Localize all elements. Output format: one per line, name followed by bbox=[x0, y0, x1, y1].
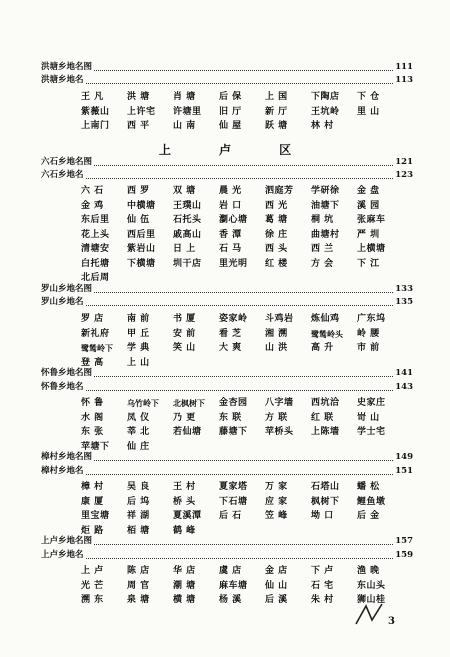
toc-page: 143 bbox=[395, 382, 413, 392]
place-name: 北后周 bbox=[81, 273, 110, 283]
toc-row-liushi-map bbox=[41, 156, 413, 169]
place-name: 里宝塘 bbox=[81, 511, 110, 521]
place-name: 狮山桂 bbox=[357, 595, 386, 605]
toc-row-zhangcun-map bbox=[41, 451, 413, 464]
toc-page: 141 bbox=[395, 368, 413, 378]
place-name: 华 店 bbox=[173, 566, 196, 576]
luoshan-place-list bbox=[81, 312, 421, 370]
place-row bbox=[81, 257, 421, 272]
place-name: 水 阁 bbox=[81, 412, 104, 423]
place-name: 王 村 bbox=[173, 482, 196, 492]
place-name: 戚高山 bbox=[173, 229, 202, 240]
place-name: 方 会 bbox=[311, 258, 334, 269]
place-name: 下陶店 bbox=[311, 92, 340, 102]
liushi-place-list bbox=[81, 184, 421, 286]
hongtang-place-list bbox=[81, 90, 421, 134]
toc-leader bbox=[45, 474, 399, 475]
toc-row-luoshan-map bbox=[41, 283, 413, 296]
place-name: 紫薇山 bbox=[81, 106, 110, 117]
district-heading: 上 卢 区 bbox=[158, 143, 314, 157]
place-name: 北枫树下 bbox=[173, 398, 205, 408]
toc-title: 罗山乡地名图 bbox=[41, 284, 93, 294]
place-row bbox=[81, 509, 421, 524]
place-row bbox=[81, 119, 421, 134]
place-name: 西 罗 bbox=[127, 186, 150, 196]
place-name: 市 前 bbox=[357, 343, 380, 353]
place-name: 新礼府 bbox=[81, 328, 110, 339]
place-name: 陈 店 bbox=[127, 566, 150, 576]
toc-leader bbox=[45, 178, 399, 179]
place-name: 洪 塘 bbox=[127, 92, 150, 102]
place-name: 红 联 bbox=[311, 412, 334, 423]
place-name: 石 宅 bbox=[311, 580, 334, 591]
place-name: 泗庭芳 bbox=[265, 186, 294, 196]
place-name: 朱 村 bbox=[311, 595, 334, 605]
place-name bbox=[357, 119, 403, 134]
place-name: 紫岩山 bbox=[127, 244, 156, 254]
place-name: 金 盘 bbox=[357, 186, 380, 196]
toc-title: 上卢乡地名 bbox=[41, 550, 84, 560]
toc-title: 怀鲁乡地名 bbox=[41, 382, 84, 392]
place-name: 王 凡 bbox=[81, 92, 104, 102]
place-row bbox=[81, 564, 421, 579]
place-row bbox=[81, 411, 421, 426]
toc-leader bbox=[45, 292, 399, 293]
place-name: 凤 仪 bbox=[127, 412, 150, 423]
toc-page: 121 bbox=[395, 157, 413, 167]
place-name: 笑 山 bbox=[173, 343, 196, 353]
toc-leader bbox=[45, 70, 399, 71]
place-name: 仙 伍 bbox=[127, 215, 150, 225]
place-name: 高 升 bbox=[311, 343, 334, 353]
place-name: 炼仙鸡 bbox=[311, 314, 340, 324]
toc-row-hongtang-map bbox=[41, 61, 413, 74]
place-name: 鹤 峰 bbox=[173, 525, 196, 536]
pen-scribble bbox=[352, 600, 392, 630]
place-name: 油塘下 bbox=[311, 200, 340, 211]
place-name: 虞 店 bbox=[219, 566, 242, 576]
place-row bbox=[81, 396, 421, 411]
place-name: 栢 塘 bbox=[127, 525, 150, 536]
toc-row-huailu-names bbox=[41, 381, 413, 394]
place-name: 肖 塘 bbox=[173, 92, 196, 102]
place-name: 东 联 bbox=[219, 412, 242, 423]
place-row bbox=[81, 425, 421, 440]
toc-row-zhangcun-names bbox=[41, 465, 413, 478]
place-name: 学 典 bbox=[127, 343, 150, 353]
place-name: 泉 塘 bbox=[127, 595, 150, 605]
place-name: 石托头 bbox=[173, 215, 202, 225]
place-name: 中横塘 bbox=[127, 200, 156, 211]
place-name: 西坑洽 bbox=[311, 398, 340, 408]
toc-leader bbox=[45, 558, 399, 559]
place-row bbox=[81, 579, 421, 594]
place-name: 鹭鸶岭下 bbox=[81, 343, 113, 353]
place-name: 吴 良 bbox=[127, 482, 150, 492]
place-name: 西 光 bbox=[265, 200, 288, 211]
place-name: 白托塘 bbox=[81, 258, 110, 269]
place-name: 鹭鸶岭头 bbox=[311, 328, 343, 339]
place-name: 上许宅 bbox=[127, 106, 156, 117]
place-name: 后 保 bbox=[219, 92, 242, 102]
place-name: 山 洪 bbox=[265, 343, 288, 353]
place-name: 上 卢 bbox=[81, 566, 104, 576]
place-name: 史家庄 bbox=[357, 398, 386, 408]
place-name: 渔 晚 bbox=[357, 566, 380, 576]
toc-row-liushi-names bbox=[41, 169, 413, 182]
place-name: 上横塘 bbox=[357, 244, 386, 254]
place-name: 学士宅 bbox=[357, 427, 386, 437]
place-name: 日 上 bbox=[173, 244, 196, 254]
place-name: 金 鸡 bbox=[81, 200, 104, 211]
place-name: 红 楼 bbox=[265, 258, 288, 269]
toc-page: 135 bbox=[395, 297, 413, 307]
place-row bbox=[81, 480, 421, 495]
toc-title: 六石乡地名 bbox=[41, 170, 84, 180]
place-name: 桥 头 bbox=[173, 496, 196, 507]
place-name: 上 国 bbox=[265, 92, 288, 102]
place-name: 甲 丘 bbox=[127, 328, 150, 339]
place-name: 六 石 bbox=[81, 186, 104, 196]
toc-title: 上卢乡地名图 bbox=[41, 536, 93, 546]
place-name: 金 店 bbox=[265, 566, 288, 576]
toc-row-shanglu-names bbox=[41, 549, 413, 562]
place-name: 仙 山 bbox=[265, 580, 288, 591]
place-name: 登 高 bbox=[81, 357, 104, 368]
place-name: 方 联 bbox=[265, 412, 288, 423]
place-name: 炬 路 bbox=[81, 525, 104, 536]
place-name: 东山头 bbox=[357, 580, 386, 591]
place-name: 圳干店 bbox=[173, 258, 202, 269]
toc-title: 洪塘乡地名图 bbox=[41, 62, 93, 72]
place-name: 西 头 bbox=[265, 244, 288, 254]
place-name: 山 南 bbox=[173, 121, 196, 131]
place-name: 金杏园 bbox=[219, 398, 248, 408]
place-name: 坳 口 bbox=[311, 511, 334, 521]
place-name: 仙 庄 bbox=[127, 441, 150, 452]
place-name: 西后里 bbox=[127, 229, 156, 240]
place-name: 上 山 bbox=[127, 357, 150, 368]
place-name: 张麻车 bbox=[357, 215, 386, 225]
toc-page: 133 bbox=[395, 284, 413, 294]
place-name: 姿家岭 bbox=[219, 314, 248, 324]
toc-leader bbox=[45, 305, 399, 306]
place-name: 麻车塘 bbox=[219, 580, 248, 591]
place-name: 溪 园 bbox=[357, 200, 380, 211]
place-name: 香 潭 bbox=[219, 229, 242, 240]
place-name: 安 前 bbox=[173, 328, 196, 339]
place-name: 苹桥头 bbox=[265, 427, 294, 437]
place-name: 横 塘 bbox=[173, 595, 196, 605]
place-name: 清塘安 bbox=[81, 244, 110, 254]
toc-page: 111 bbox=[395, 62, 413, 72]
place-name: 乌竹岭下 bbox=[127, 398, 159, 408]
place-name: 岩 口 bbox=[219, 200, 242, 211]
toc-row-luoshan-names bbox=[41, 296, 413, 309]
toc-leader bbox=[45, 83, 399, 84]
place-name: 跃 塘 bbox=[265, 121, 288, 131]
place-name: 鲤鱼墩 bbox=[357, 496, 386, 507]
place-name: 若仙塘 bbox=[173, 427, 202, 437]
huailu-place-list bbox=[81, 396, 421, 454]
place-name: 曲塘村 bbox=[311, 229, 340, 240]
toc-leader bbox=[45, 390, 399, 391]
place-name: 光 芒 bbox=[81, 580, 104, 591]
place-name: 严 圳 bbox=[357, 229, 380, 240]
place-name: 岭 腰 bbox=[357, 328, 380, 339]
toc-page: 123 bbox=[395, 170, 413, 180]
toc-title: 罗山乡地名 bbox=[41, 297, 84, 307]
place-name: 万 家 bbox=[265, 482, 288, 492]
place-name: 林 村 bbox=[311, 121, 334, 131]
place-name: 藤塘下 bbox=[219, 427, 248, 437]
place-name: 樟 村 bbox=[81, 482, 104, 492]
place-name: 夏溪潭 bbox=[173, 511, 202, 521]
place-name: 溯 东 bbox=[81, 595, 104, 605]
place-name: 上陈墙 bbox=[311, 427, 340, 437]
place-name: 书 厦 bbox=[173, 314, 196, 324]
place-name: 西 平 bbox=[127, 121, 150, 131]
toc-title: 怀鲁乡地名图 bbox=[41, 368, 93, 378]
toc-leader bbox=[45, 460, 399, 461]
place-name: 看 芝 bbox=[219, 328, 242, 339]
toc-row-hongtang-names bbox=[41, 74, 413, 87]
place-name: 瀏心塘 bbox=[219, 215, 248, 225]
place-name: 上南门 bbox=[81, 121, 110, 131]
toc-title: 洪塘乡地名 bbox=[41, 75, 84, 85]
place-name: 应 家 bbox=[265, 496, 288, 507]
place-name: 桐 坑 bbox=[311, 215, 334, 225]
place-name: 里 山 bbox=[357, 106, 380, 117]
place-row bbox=[81, 184, 421, 199]
place-name: 莘 北 bbox=[127, 427, 150, 437]
place-name: 潮 塘 bbox=[173, 580, 196, 591]
toc-title: 樟村乡地名 bbox=[41, 466, 84, 476]
place-row bbox=[81, 341, 421, 356]
place-name: 大 爽 bbox=[219, 343, 242, 353]
place-name: 后 石 bbox=[219, 511, 242, 521]
place-name: 周 官 bbox=[127, 580, 150, 591]
place-name: 夏家塔 bbox=[219, 482, 248, 492]
toc-page: 157 bbox=[395, 536, 413, 546]
place-name: 西 兰 bbox=[311, 244, 334, 254]
place-name: 石 马 bbox=[219, 244, 242, 254]
place-name: 康 厦 bbox=[81, 496, 104, 507]
place-name: 罗 店 bbox=[81, 314, 104, 324]
place-name: 怀 鲁 bbox=[81, 398, 104, 408]
place-name: 旧 厅 bbox=[219, 106, 242, 117]
place-name: 广东坞 bbox=[357, 314, 386, 324]
place-row bbox=[81, 495, 421, 510]
toc-page: 113 bbox=[395, 75, 413, 85]
toc-row-shanglu-map bbox=[41, 535, 413, 548]
place-name: 下石塘 bbox=[219, 496, 248, 507]
toc-title: 六石乡地名图 bbox=[41, 157, 93, 167]
toc-row-huailu-map bbox=[41, 367, 413, 380]
place-name: 祥 湖 bbox=[127, 511, 150, 521]
toc-page: 149 bbox=[395, 452, 413, 462]
place-name: 杨 溪 bbox=[219, 595, 242, 605]
place-name: 徐 庄 bbox=[265, 229, 288, 240]
place-name: 葛 塘 bbox=[265, 215, 288, 225]
place-row bbox=[81, 228, 421, 243]
place-name: 东 张 bbox=[81, 427, 104, 437]
place-row bbox=[81, 105, 421, 120]
toc-leader bbox=[45, 165, 399, 166]
place-name: 后 坞 bbox=[127, 496, 150, 507]
place-row bbox=[81, 90, 421, 105]
page-number: 3 bbox=[388, 616, 395, 627]
place-name: 里光明 bbox=[219, 258, 248, 269]
place-name: 晨 光 bbox=[219, 186, 242, 196]
place-row bbox=[81, 312, 421, 327]
place-name: 下横塘 bbox=[127, 258, 156, 269]
place-name: 八字墙 bbox=[265, 398, 294, 408]
zhangcun-place-list bbox=[81, 480, 421, 538]
place-name: 乃 更 bbox=[173, 412, 196, 423]
toc-title: 樟村乡地名图 bbox=[41, 452, 93, 462]
place-name: 双 塘 bbox=[173, 186, 196, 196]
place-name: 石塔山 bbox=[311, 482, 340, 492]
place-name: 蟠 松 bbox=[357, 482, 380, 492]
place-name: 枫树下 bbox=[311, 496, 340, 507]
place-name: 斗鸡岩 bbox=[265, 314, 294, 324]
place-name: 南 前 bbox=[127, 314, 150, 324]
place-name: 学研徐 bbox=[311, 186, 340, 196]
place-row bbox=[81, 242, 421, 257]
place-name: 下 江 bbox=[357, 258, 380, 269]
toc-leader bbox=[45, 376, 399, 377]
toc-page: 151 bbox=[395, 466, 413, 476]
place-name: 花上头 bbox=[81, 229, 110, 240]
place-row bbox=[81, 213, 421, 228]
place-name: 王坑岭 bbox=[311, 106, 340, 117]
place-name: 岢 山 bbox=[357, 412, 380, 423]
place-name: 仙 屋 bbox=[219, 121, 242, 131]
place-name: 王璞山 bbox=[173, 200, 202, 211]
toc-leader bbox=[45, 544, 399, 545]
place-name: 下 仓 bbox=[357, 92, 380, 102]
toc-page: 159 bbox=[395, 550, 413, 560]
place-name: 下 卢 bbox=[311, 566, 334, 576]
place-name: 后 溪 bbox=[265, 595, 288, 605]
place-row bbox=[81, 327, 421, 342]
place-name: 许塘里 bbox=[173, 106, 202, 117]
place-row bbox=[81, 199, 421, 214]
place-name: 新 厅 bbox=[265, 106, 288, 117]
place-name: 东后里 bbox=[81, 215, 110, 225]
place-name: 笠 峰 bbox=[265, 511, 288, 521]
place-name: 湘 溯 bbox=[265, 328, 288, 339]
place-name: 后 金 bbox=[357, 511, 380, 521]
place-name: 苹塘下 bbox=[81, 441, 110, 452]
